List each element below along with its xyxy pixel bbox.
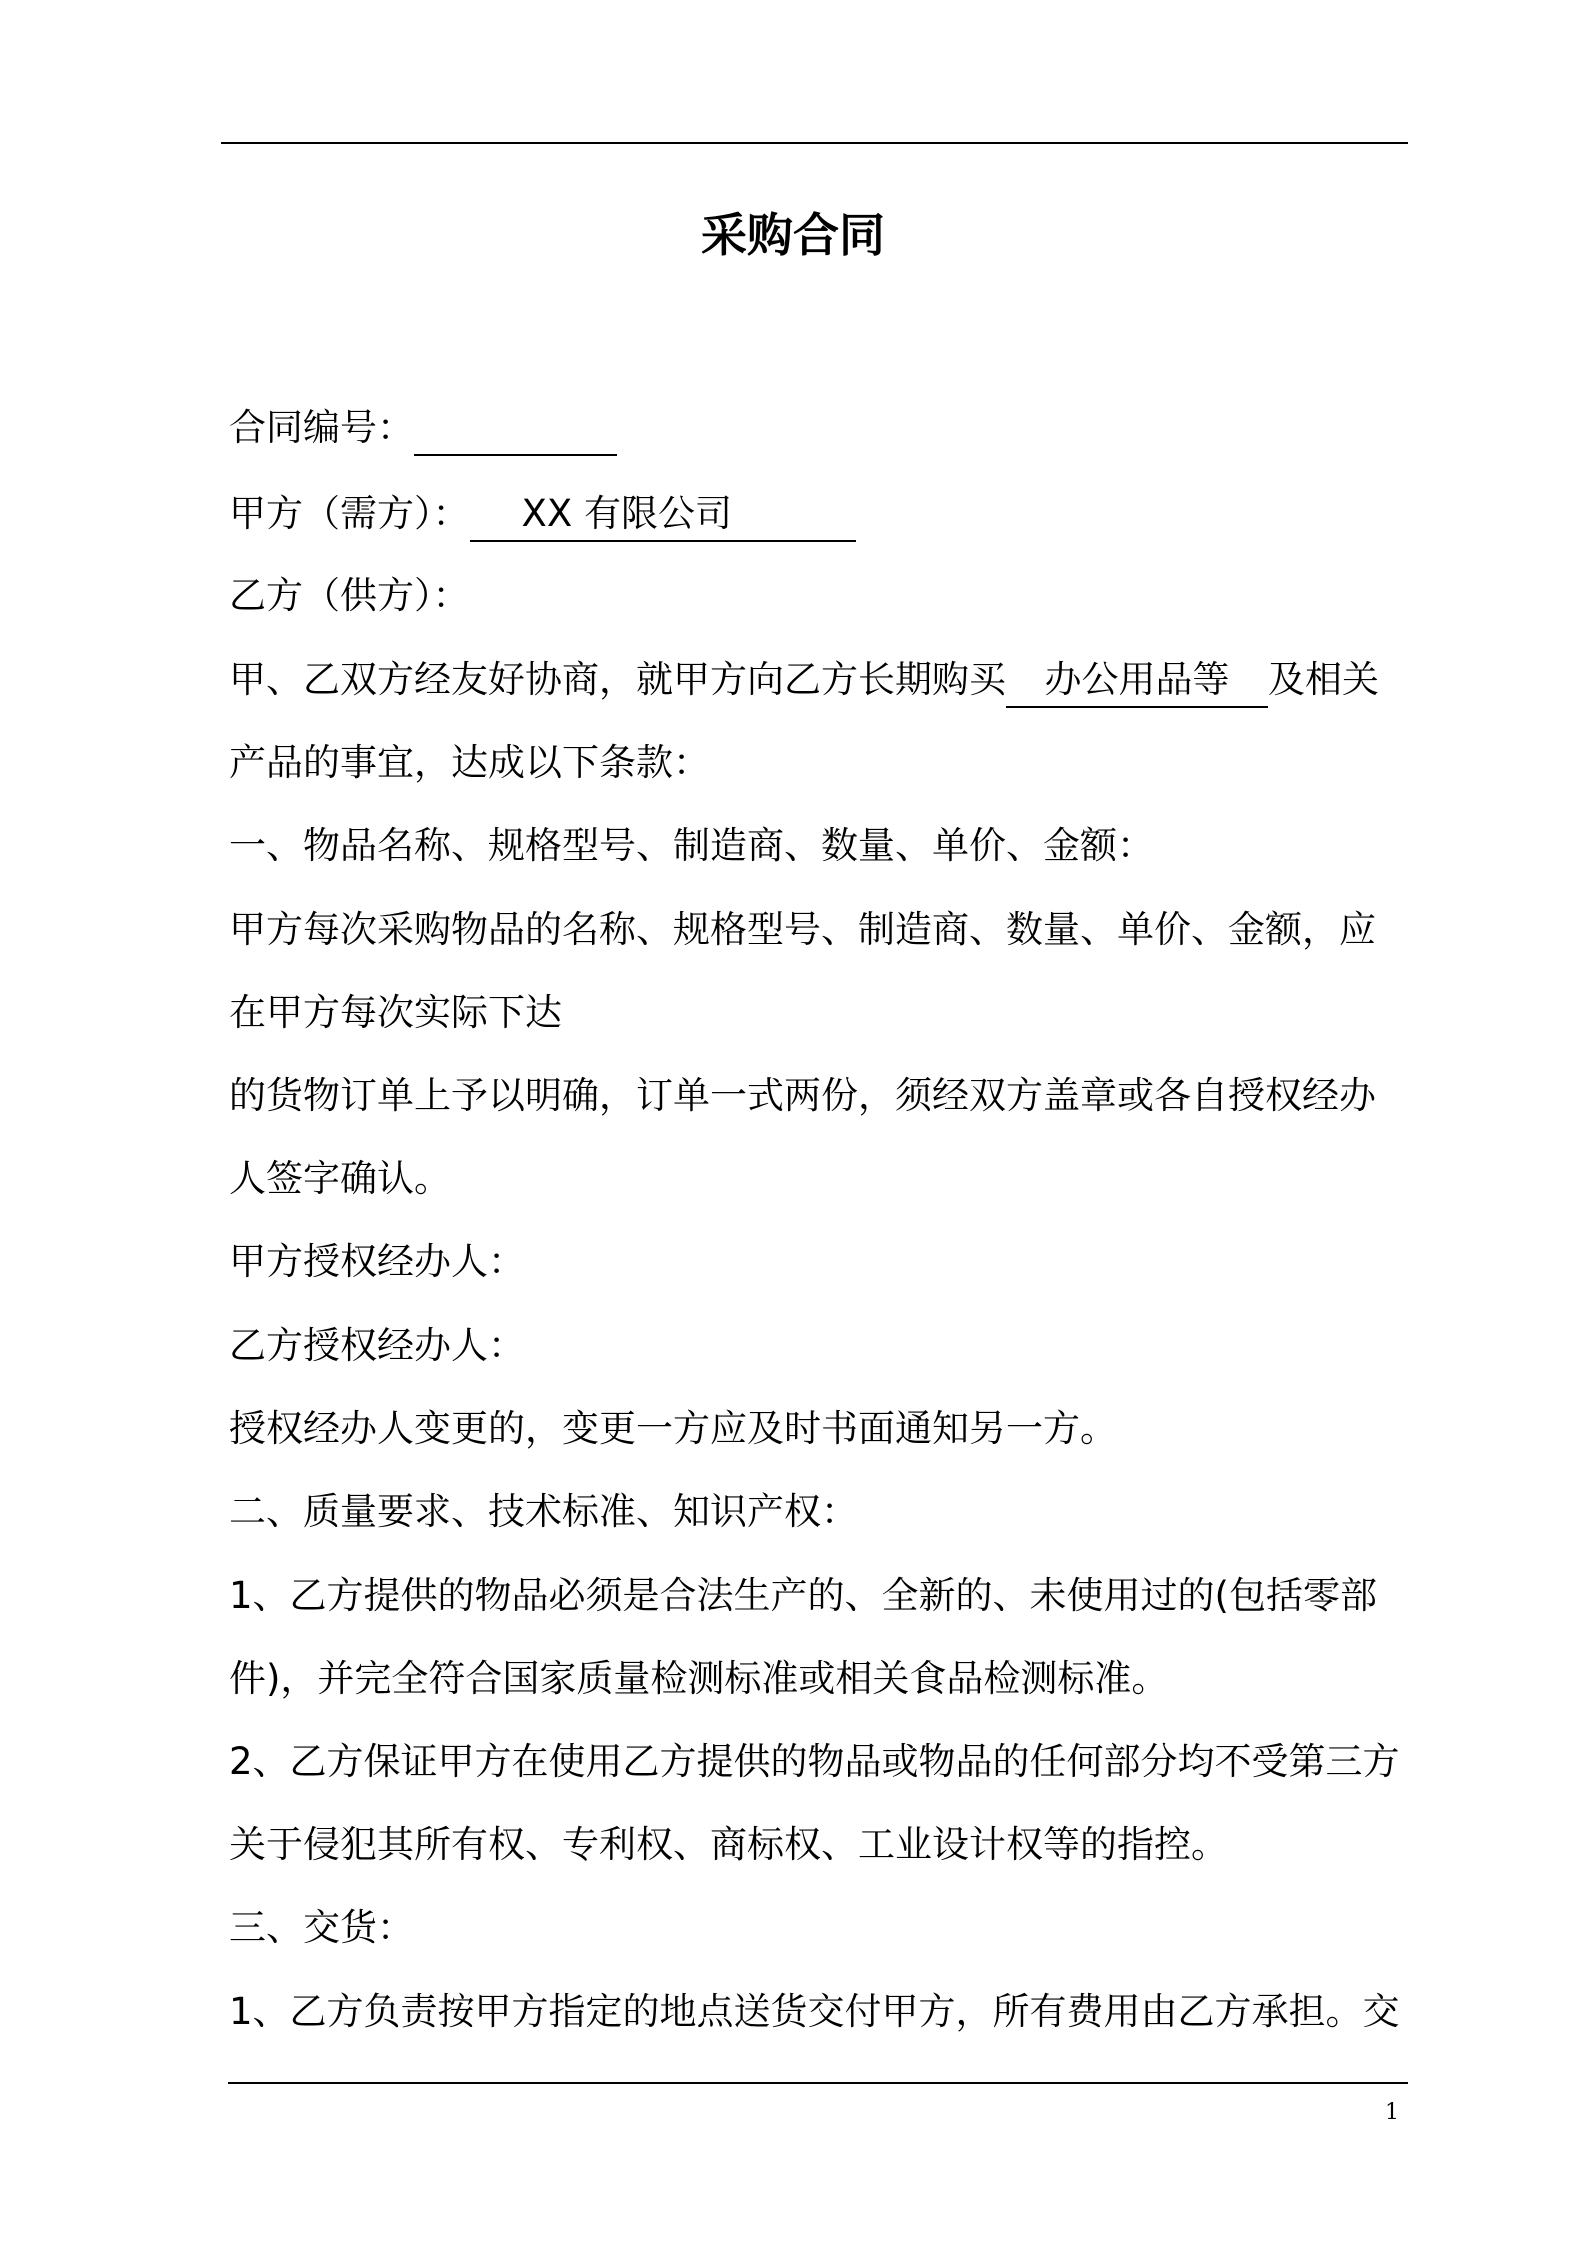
section-3-heading: 三、交货： xyxy=(229,1906,414,1949)
footer-rule xyxy=(228,2082,1408,2084)
section-2-heading: 二、质量要求、技术标准、知识产权： xyxy=(229,1490,858,1533)
intro-text-after: 及相关 xyxy=(1268,658,1379,701)
section-1-paragraph-2-line-1: 的货物订单上予以明确，订单一式两份，须经双方盖章或各自授权经办 xyxy=(229,1074,1376,1117)
party-b-line: 乙方（供方）： xyxy=(229,574,470,617)
section-1-paragraph-2-line-2: 人签字确认。 xyxy=(229,1157,451,1200)
section-2-item-1-line-1: 1、乙方提供的物品必须是合法生产的、全新的、未使用过的(包括零部 xyxy=(229,1574,1377,1617)
intro-text-before: 甲、乙双方经友好协商，就甲方向乙方长期购买 xyxy=(229,658,1006,701)
section-3-item-1-line-1: 1、乙方负责按甲方指定的地点送货交付甲方，所有费用由乙方承担。交 xyxy=(229,1990,1400,2033)
section-1-paragraph-1-line-1: 甲方每次采购物品的名称、规格型号、制造商、数量、单价、金额，应 xyxy=(229,908,1376,951)
agent-change-line: 授权经办人变更的，变更一方应及时书面通知另一方。 xyxy=(229,1407,1117,1450)
party-a-agent-line: 甲方授权经办人： xyxy=(229,1240,525,1283)
document-title: 采购合同 xyxy=(701,208,885,262)
contract-number-blank xyxy=(414,402,617,456)
contract-number-label: 合同编号： xyxy=(229,406,414,449)
section-1-paragraph-1-line-2: 在甲方每次实际下达 xyxy=(229,991,562,1034)
party-b-agent-line: 乙方授权经办人： xyxy=(229,1324,525,1367)
party-a-label: 甲方（需方）： xyxy=(229,492,470,535)
page-number: 1 xyxy=(1385,2100,1399,2125)
intro-line-1 xyxy=(229,652,1379,708)
intro-line-2: 产品的事宜，达成以下条款： xyxy=(229,741,710,784)
party-a-line xyxy=(229,486,856,542)
section-2-item-2-line-1: 2、乙方保证甲方在使用乙方提供的物品或物品的任何部分均不受第三方 xyxy=(229,1740,1400,1783)
section-1-heading: 一、物品名称、规格型号、制造商、数量、单价、金额： xyxy=(229,824,1154,867)
contract-number-line xyxy=(229,400,617,456)
party-a-name: XX 有限公司 xyxy=(470,488,856,542)
section-2-item-2-line-2: 关于侵犯其所有权、专利权、商标权、工业设计权等的指控。 xyxy=(229,1823,1228,1866)
header-rule xyxy=(221,142,1408,144)
intro-product-blank: 办公用品等 xyxy=(1006,654,1268,708)
section-2-item-1-line-2: 件)，并完全符合国家质量检测标准或相关食品检测标准。 xyxy=(229,1657,1169,1700)
